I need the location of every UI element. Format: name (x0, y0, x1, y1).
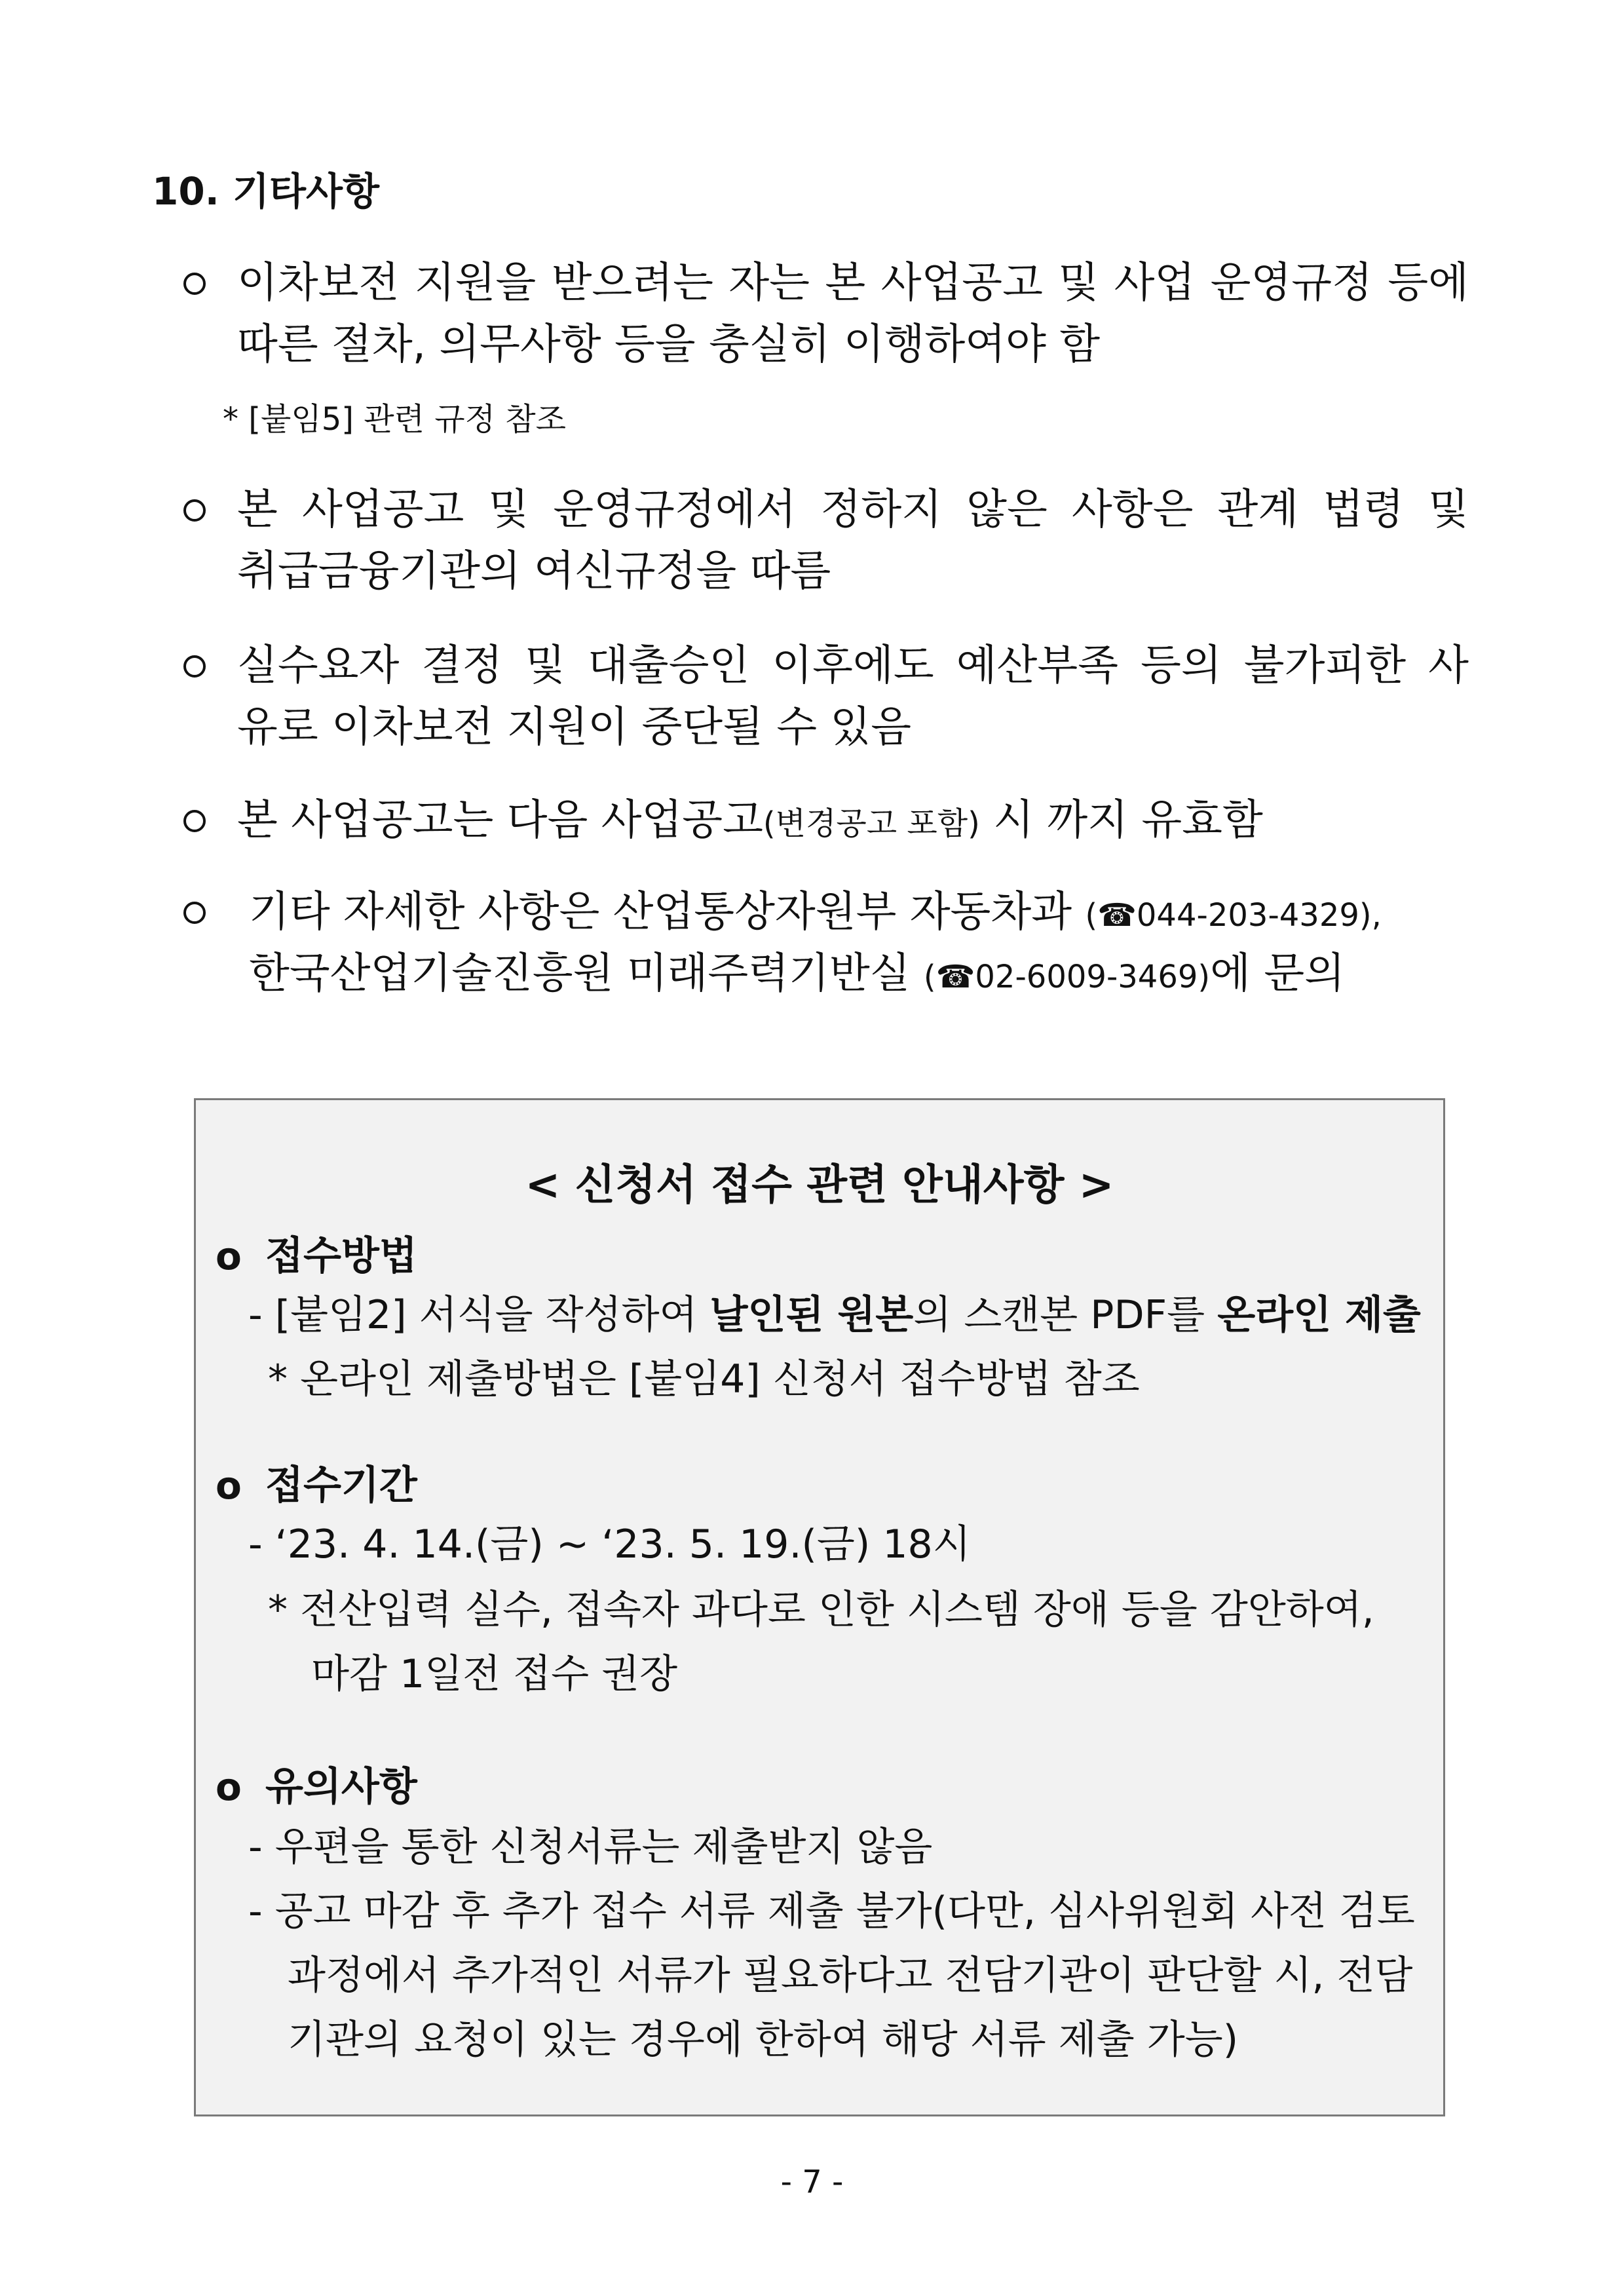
item4-pre: 본 사업공고는 다음 사업공고 (237, 796, 763, 845)
method-line1-a: - [붙임2] 서식을 작성하여 (248, 1292, 710, 1338)
item4-post: 시 까지 유효함 (979, 796, 1263, 845)
item1-line1: 이차보전 지원을 받으려는 자는 본 사업공고 및 사업 운영규정 등에 (237, 259, 1469, 307)
item5-line1 (249, 886, 1382, 942)
notice-box-title: < 신청서 접수 관련 안내사항 > (525, 1161, 1114, 1210)
period-heading: 접수기간 (265, 1463, 417, 1508)
item2-line2: 취급금융기관의 여신규정을 따름 (237, 547, 831, 596)
caution-line2: - 공고 마감 후 추가 접수 서류 제출 불가(다만, 심사위원회 사전 검토 (248, 1888, 1415, 1934)
bullet-circle-icon (183, 655, 206, 678)
method-line2: * 온라인 제출방법은 [붙임4] 신청서 접수방법 참조 (268, 1356, 1140, 1402)
item5-line2-text: 한국산업기술진흥원 미래주력기반실 (249, 949, 924, 998)
bullet-circle-icon (183, 273, 206, 295)
bullet-circle-icon (183, 902, 206, 924)
caution-line3: 과정에서 추가적인 서류가 필요하다고 전담기관이 판단할 시, 전담 (288, 1953, 1413, 1999)
item5-phone1: (☎044-203-4329), (1085, 897, 1382, 934)
caution-heading: 유의사항 (265, 1764, 417, 1810)
item3-line1: 실수요자 결정 및 대출승인 이후에도 예산부족 등의 불가피한 사 (237, 641, 1469, 690)
caution-line4: 기관의 요청이 있는 경우에 한하여 해당 서류 제출 가능) (288, 2017, 1239, 2063)
period-line3: 마감 1일전 접수 권장 (311, 1651, 678, 1697)
method-line1-c: 의 스캔본 PDF를 (913, 1292, 1218, 1338)
item4-paren: (변경공고 포함) (763, 805, 980, 842)
method-line1-b: 날인된 원본 (709, 1292, 914, 1338)
method-line1-d: 온라인 제출 (1217, 1292, 1421, 1338)
bullet-o-icon: o (216, 1463, 242, 1508)
period-line1: - ‘23. 4. 14.(금) ~ ‘23. 5. 19.(금) 18시 (248, 1521, 971, 1567)
notice-box (194, 1098, 1445, 2116)
item2-line1: 본 사업공고 및 운영규정에서 정하지 않은 사항은 관계 법령 및 (237, 486, 1469, 534)
method-heading: 접수방법 (265, 1233, 417, 1279)
item1-line2: 따른 절차, 의무사항 등을 충실히 이행하여야 함 (237, 320, 1101, 369)
method-line1 (248, 1290, 1421, 1340)
caution-line1: - 우편을 통한 신청서류는 제출받지 않음 (248, 1824, 933, 1870)
item3-line2: 유로 이차보전 지원이 중단될 수 있음 (237, 703, 912, 752)
item5-line2 (249, 947, 1345, 1003)
item5-line2-tail: 에 문의 (1210, 949, 1345, 998)
item4-line (237, 794, 1263, 850)
bullet-o-icon: o (216, 1765, 242, 1809)
item1-note: * [붙임5] 관련 규정 참조 (223, 401, 566, 438)
item5-line1-text: 기타 자세한 사항은 산업통상자원부 자동차과 (249, 888, 1086, 936)
bullet-circle-icon (183, 499, 206, 522)
bullet-circle-icon (183, 810, 206, 832)
bullet-o-icon: o (216, 1234, 242, 1278)
section-title: 10. 기타사항 (152, 169, 380, 214)
page-number: - 7 - (780, 2164, 844, 2200)
period-line2: * 전산입력 실수, 접속자 과다로 인한 시스템 장애 등을 감안하여, (268, 1587, 1374, 1633)
item5-phone2: (☎02-6009-3469) (923, 959, 1211, 995)
